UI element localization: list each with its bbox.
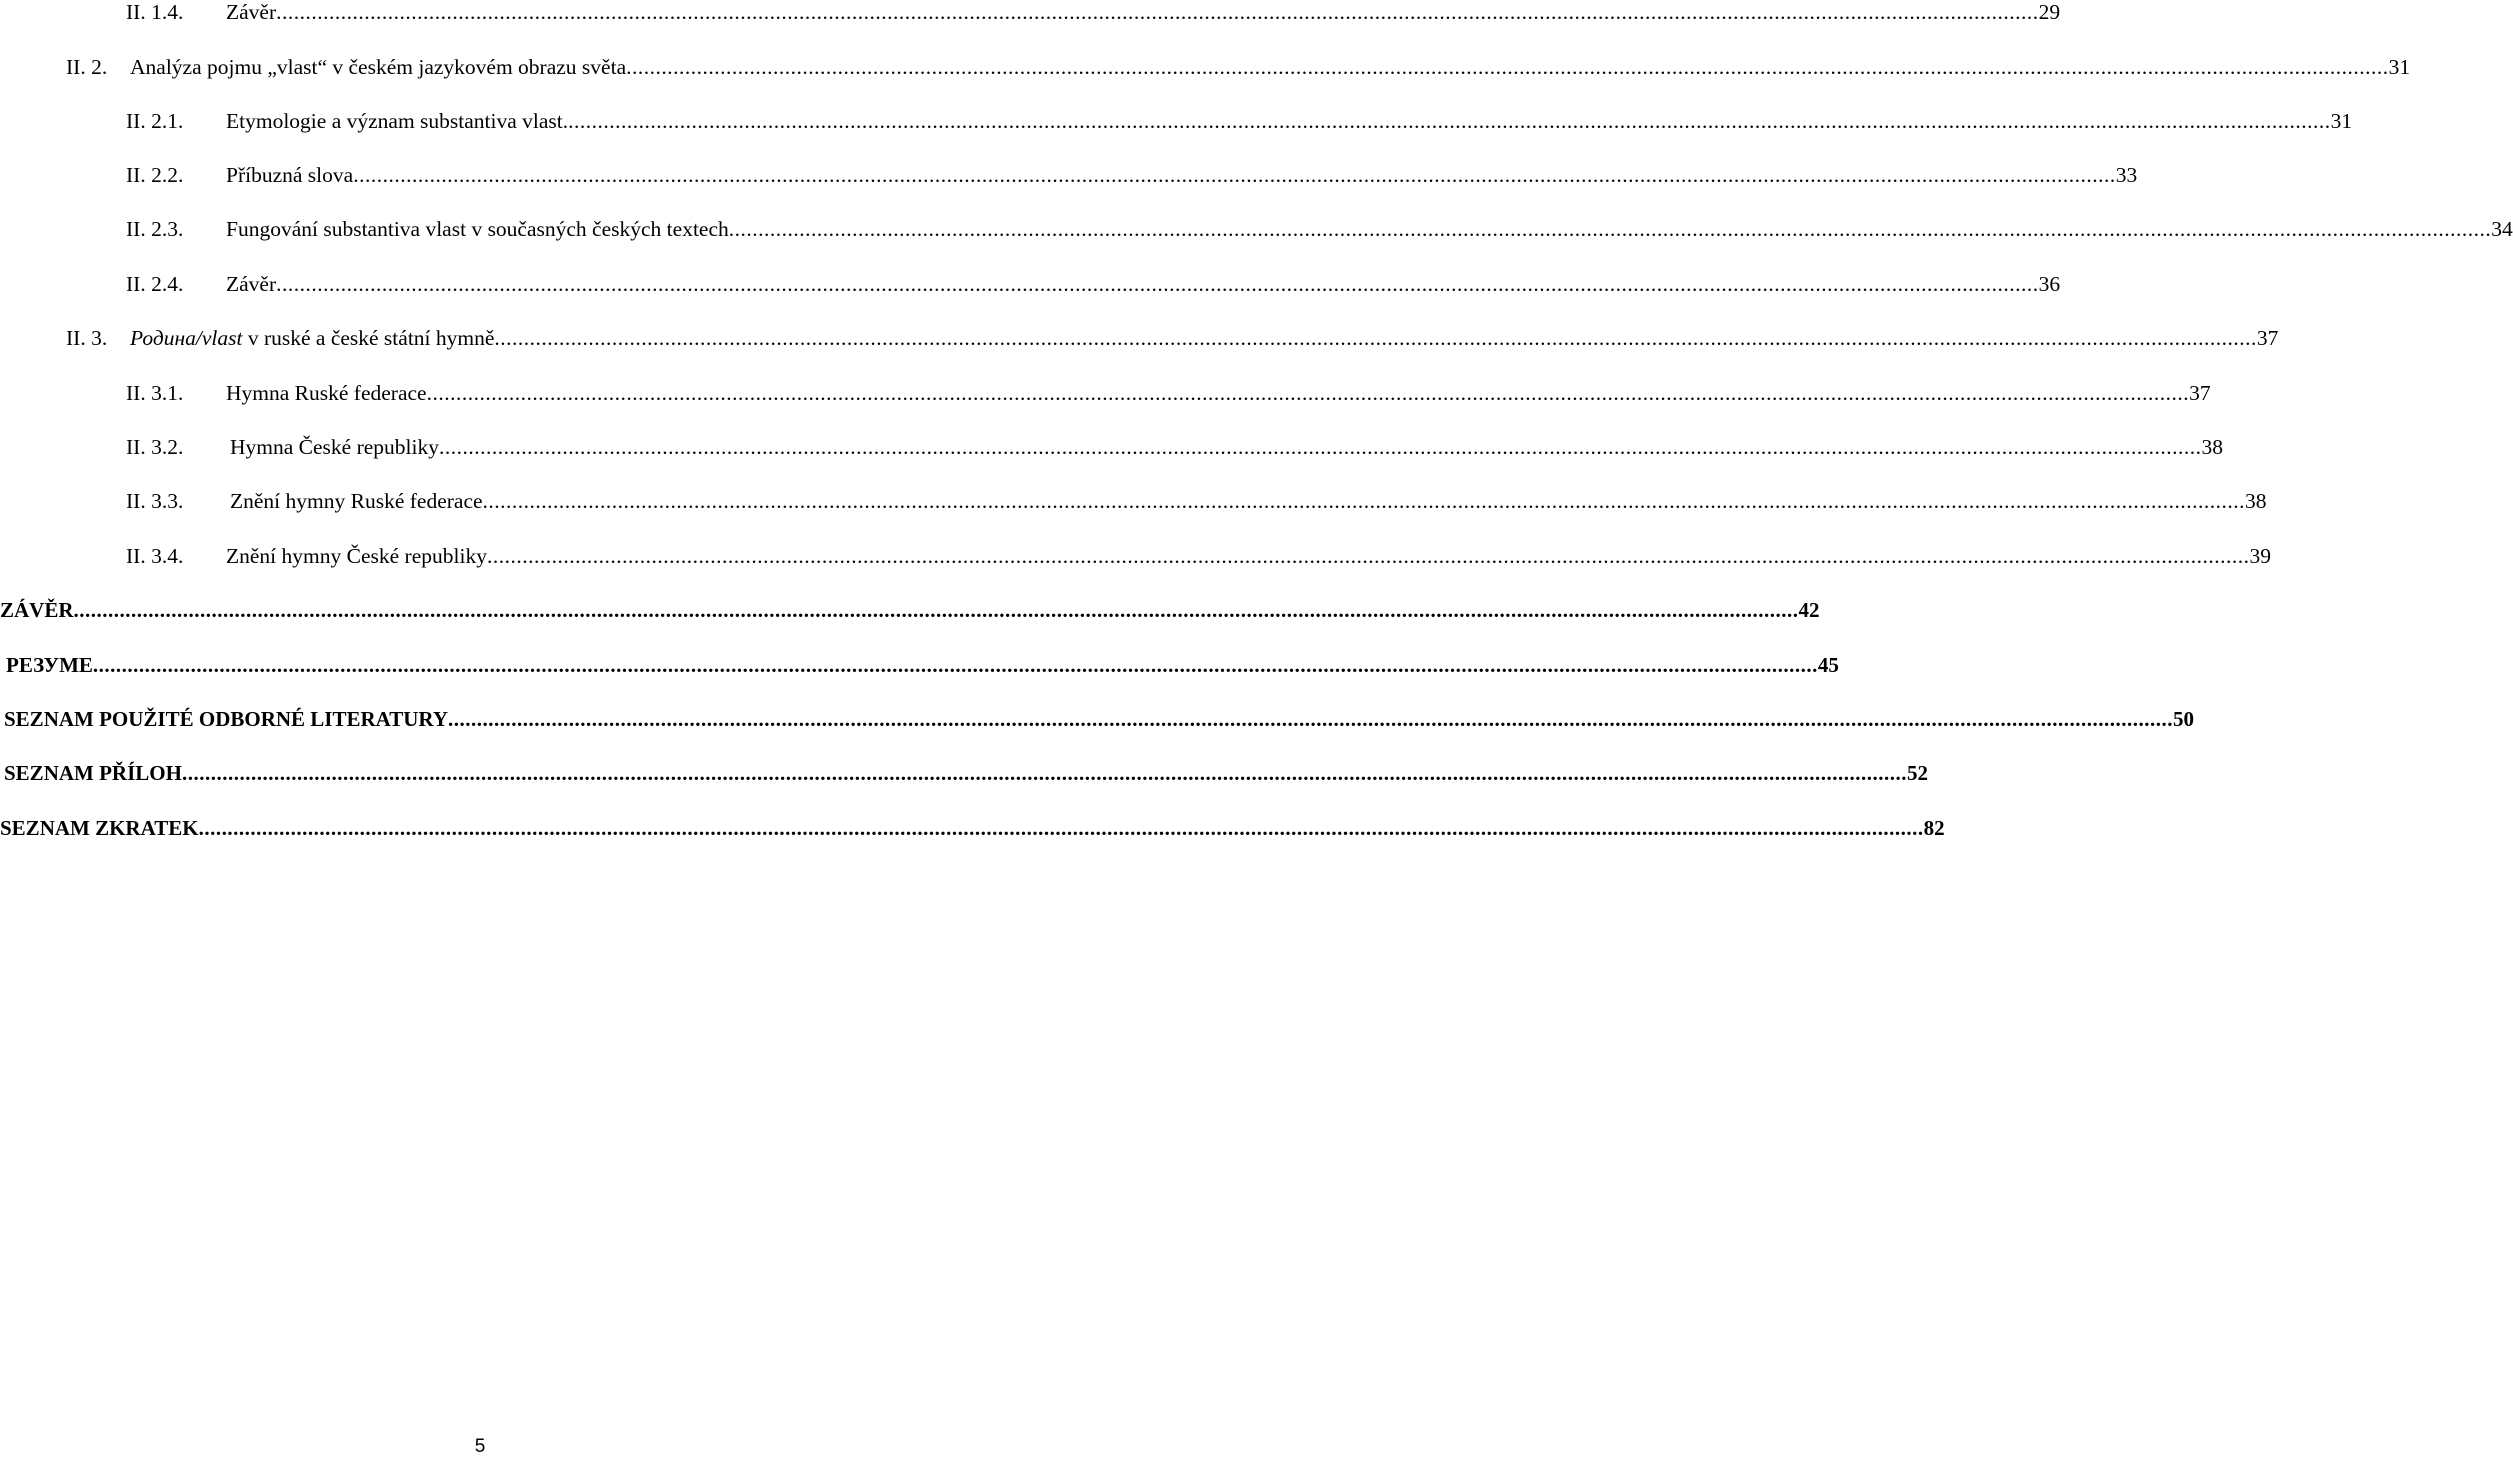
toc-title: Znění hymny Ruské federace: [230, 489, 483, 513]
toc-page: 39: [2249, 544, 2271, 568]
toc-title: Fungování substantiva vlast v současných českých textech: [226, 217, 729, 241]
page-number: 5: [474, 1436, 486, 1457]
toc-entry-ii-3-2[interactable]: [0, 429, 2223, 465]
leader-dots: ............................................................................................................................................................................................................................................................................................................: [486, 544, 2250, 568]
toc-entry-zaver[interactable]: [0, 592, 1820, 628]
toc-title: РЕЗУМЕ: [6, 653, 93, 677]
toc-page: 38: [2245, 489, 2267, 513]
toc-entry-ii-2-3[interactable]: [0, 211, 2513, 247]
toc-entry-ii-2-4[interactable]: [0, 266, 2061, 302]
toc-number: II. 2.4.: [126, 272, 184, 296]
toc-entry-ii-2-1[interactable]: [0, 103, 2353, 139]
toc-number: II. 3.3.: [126, 489, 184, 513]
toc-entry-ii-3[interactable]: [0, 320, 2279, 356]
toc-page: 37: [2189, 381, 2211, 405]
toc-entry-literatura[interactable]: [0, 701, 2195, 737]
toc-number: II. 3.: [66, 326, 108, 350]
toc-entry-zkratky[interactable]: [0, 810, 1945, 846]
leader-dots: ............................................................................................................................................................................................................................................................................................................: [276, 0, 2039, 24]
leader-dots: ............................................................................................................................................................................................................................................................................................................: [482, 489, 2246, 513]
leader-dots: ............................................................................................................................................................................................................................................................................................................: [276, 272, 2039, 296]
toc-title: Závěr: [226, 272, 277, 296]
leader-dots: ............................................................................................................................................................................................................................................................................................................: [426, 381, 2190, 405]
leader-dots: ............................................................................................................................................................................................................................................................................................................: [439, 435, 2202, 459]
toc-page: 29: [2038, 0, 2061, 24]
toc-number: II. 2.: [66, 55, 108, 79]
toc-title: Příbuzná slova: [226, 163, 354, 187]
toc-page: 45: [1817, 653, 1839, 677]
toc-entry-ii-1-4[interactable]: [0, 0, 2061, 30]
toc-number: II. 3.4.: [126, 544, 184, 568]
toc-entry-ii-2[interactable]: [0, 49, 2411, 85]
leader-dots: ............................................................................................................................................................................................................................................................................................................: [198, 816, 1924, 840]
leader-dots: ............................................................................................................................................................................................................................................................................................................: [448, 707, 2174, 731]
toc-number: II. 3.1.: [126, 381, 184, 405]
toc-title: Závěr: [226, 0, 277, 24]
toc-page: 52: [1906, 761, 1928, 785]
toc-title: Hymna Ruské federace: [226, 381, 427, 405]
toc-title: Родина/vlast v ruské a české státní hymně: [130, 326, 495, 350]
toc-page: 42: [1798, 598, 1820, 622]
leader-dots: ............................................................................................................................................................................................................................................................................................................: [353, 163, 2116, 187]
toc-number: II. 2.2.: [126, 163, 184, 187]
toc-number: II. 2.3.: [126, 217, 184, 241]
toc-entry-prilohy[interactable]: [0, 755, 1928, 791]
toc-page: 31: [2388, 55, 2411, 79]
leader-dots: ............................................................................................................................................................................................................................................................................................................: [92, 653, 1818, 677]
toc-entry-ii-2-2[interactable]: [0, 157, 2138, 193]
toc-title: SEZNAM PŘÍLOH: [4, 761, 182, 785]
toc-title: SEZNAM POUŽITÉ ODBORNÉ LITERATURY: [4, 707, 449, 731]
toc-page: 31: [2330, 109, 2353, 133]
toc-title: Etymologie a význam substantiva vlast.: [226, 109, 569, 133]
toc-entry-ii-3-1[interactable]: [0, 375, 2211, 411]
toc-number: II. 2.1.: [126, 109, 184, 133]
leader-dots: ............................................................................................................................................................................................................................................................................................................: [73, 598, 1799, 622]
leader-dots: ............................................................................................................................................................................................................................................................................................................: [494, 326, 2257, 350]
leader-dots: ............................................................................................................................................................................................................................................................................................................: [728, 217, 2492, 241]
toc-page: 82: [1923, 816, 1945, 840]
toc-title: SEZNAM ZKRATEK: [0, 816, 199, 840]
toc-page: 33: [2115, 163, 2138, 187]
toc-number: II. 1.4.: [126, 0, 184, 24]
leader-dots: ............................................................................................................................................................................................................................................................................................................: [626, 55, 2389, 79]
toc-number: II. 3.2.: [126, 435, 184, 459]
toc-page: 36: [2038, 272, 2061, 296]
toc-title: ZÁVĚR: [0, 598, 74, 622]
toc-page: 50: [2173, 707, 2195, 731]
toc-page: 38: [2201, 435, 2223, 459]
leader-dots: ............................................................................................................................................................................................................................................................................................................: [181, 761, 1907, 785]
toc-entry-ii-3-4[interactable]: [0, 538, 2271, 574]
leader-dots: ............................................................................................................................................................................................................................................................................................................: [568, 109, 2331, 133]
toc-page: 37: [2256, 326, 2279, 350]
toc-title: Hymna České republiky: [230, 435, 439, 459]
toc-entry-rezyume[interactable]: [0, 647, 1839, 683]
toc-entry-ii-3-3[interactable]: [0, 483, 2267, 519]
toc-title: Znění hymny České republiky: [226, 544, 487, 568]
toc-title: Analýza pojmu „vlast“ v českém jazykovém obrazu světa: [130, 55, 627, 79]
toc-page: 34: [2491, 217, 2513, 241]
